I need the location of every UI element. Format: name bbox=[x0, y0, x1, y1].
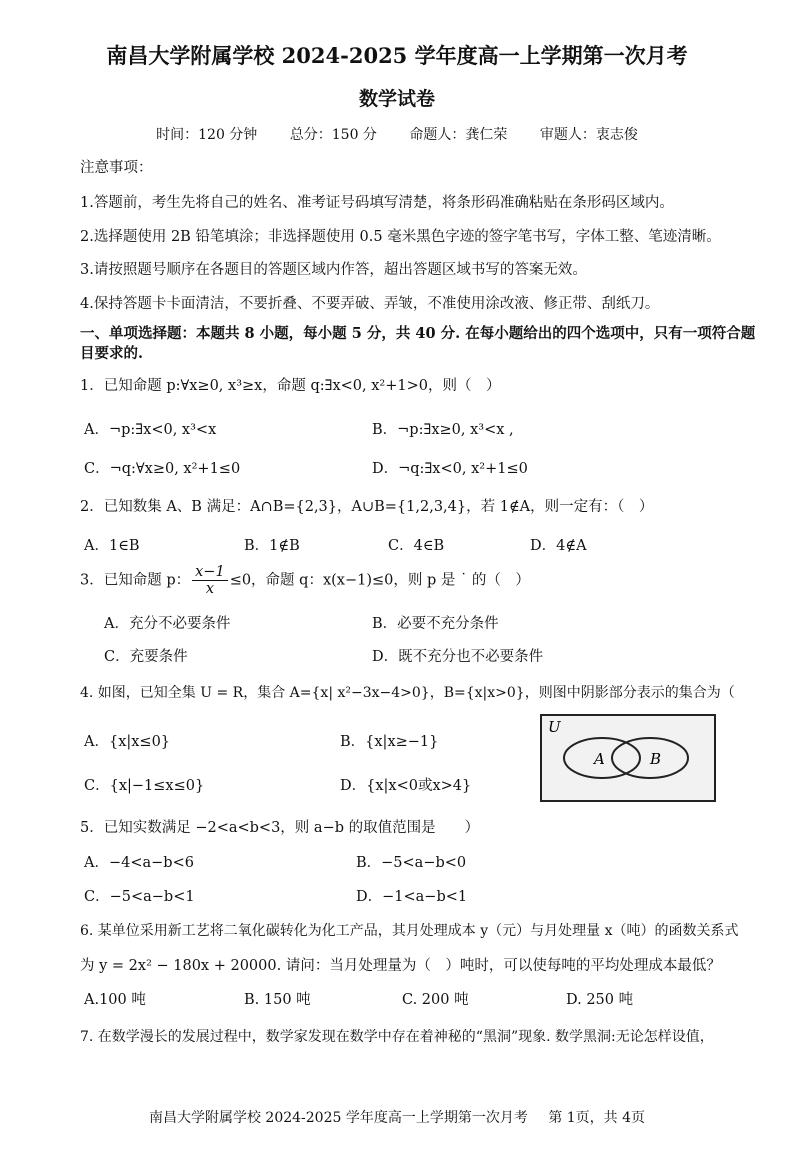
q2-option-c: C．4∈B bbox=[388, 538, 445, 554]
q2-option-d: D．4∉A bbox=[530, 538, 587, 554]
question-3-stem bbox=[80, 564, 530, 597]
q4-option-a: A．{x|x≤0} bbox=[84, 734, 171, 750]
q3-option-c: C．充要条件 bbox=[104, 649, 188, 665]
q1-option-d: D．¬q:∃x<0, x²+1≤0 bbox=[372, 461, 528, 477]
exam-info bbox=[0, 124, 794, 144]
q6-option-c: C. 200 吨 bbox=[402, 992, 469, 1008]
notes-heading: 注意事项： bbox=[80, 160, 153, 176]
q5-option-b: B．−5<a−b<0 bbox=[356, 855, 467, 871]
q3-option-b: B．必要不充分条件 bbox=[372, 616, 499, 632]
exam-score: 总分：150 分 bbox=[289, 127, 377, 143]
q3-stem-pre: 3．已知命题 p： bbox=[80, 572, 191, 589]
venn-svg bbox=[542, 716, 714, 800]
q4-option-d: D．{x|x<0或x>4} bbox=[340, 778, 472, 794]
q1-option-c: C．¬q:∀x≥0, x²+1≤0 bbox=[84, 461, 241, 477]
question-4-stem: 4. 如图，已知全集 U = R，集合 A={x| x²−3x−4>0}，B={x|x>0}，则图中阴影部分表示的集合为（ bbox=[80, 685, 735, 701]
question-2-stem: 2．已知数集 A、B 满足：A∩B={2,3}，A∪B={1,2,3,4}，若 1∉A，则一定有：（ ） bbox=[80, 499, 654, 515]
q6-option-a: A.100 吨 bbox=[84, 992, 146, 1008]
q5-option-a: A．−4<a−b<6 bbox=[84, 855, 194, 871]
note-item: 1.答题前，考生先将自己的姓名、准考证号码填写清楚，将条形码准确粘贴在条形码区域内。 bbox=[80, 195, 674, 211]
question-5-stem: 5．已知实数满足 −2<a<b<3，则 a−b 的取值范围是 ） bbox=[80, 820, 480, 836]
q2-option-a: A．1∈B bbox=[84, 538, 140, 554]
q3-fraction bbox=[192, 564, 228, 597]
exam-reviewer: 审题人：衷志俊 bbox=[539, 127, 638, 143]
note-item: 3.请按照题号顺序在各题目的答题区域内作答，超出答题区域书写的答案无效。 bbox=[80, 262, 587, 278]
q6-option-b: B. 150 吨 bbox=[244, 992, 311, 1008]
q3-fraction-numerator: x−1 bbox=[192, 564, 228, 581]
note-item: 2.选择题使用 2B 铅笔填涂；非选择题使用 0.5 毫米黑色字迹的签字笔书写，字体工整、笔迹清晰。 bbox=[80, 229, 721, 245]
q5-option-d: D．−1<a−b<1 bbox=[356, 889, 468, 905]
q1-option-b: B．¬p:∃x≥0, x³<x , bbox=[372, 422, 514, 438]
q2-option-b: B．1∉B bbox=[244, 538, 300, 554]
q3-option-d: D．既不充分也不必要条件 bbox=[372, 649, 544, 665]
footer-page-number: 第 1页，共 4页 bbox=[548, 1110, 646, 1126]
venn-label-u: U bbox=[548, 718, 561, 736]
question-6-stem-cont: 为 y = 2x² − 180x + 20000. 请问：当月处理量为（ ）吨时，可以使每吨的平均处理成本最低？ bbox=[80, 958, 721, 974]
q3-stem-post: ≤0，命题 q：x(x−1)≤0，则 p 是 ˙ 的（ ） bbox=[229, 572, 530, 589]
question-6-stem: 6. 某单位采用新工艺将二氧化碳转化为化工产品，其月处理成本 y（元）与月处理量 x（吨）的函数关系式 bbox=[80, 923, 739, 939]
q3-option-a: A．充分不必要条件 bbox=[104, 616, 231, 632]
q4-option-c: C．{x|−1≤x≤0} bbox=[84, 778, 205, 794]
venn-diagram bbox=[540, 714, 716, 802]
exam-title: 南昌大学附属学校 2024-2025 学年度高一上学期第一次月考 bbox=[106, 43, 688, 68]
exam-subtitle: 数学试卷 bbox=[358, 88, 435, 110]
venn-label-a: A bbox=[594, 750, 605, 768]
question-1-stem: 1．已知命题 p:∀x≥0, x³≥x，命题 q:∃x<0, x²+1>0，则（ ） bbox=[80, 378, 501, 394]
page-footer bbox=[0, 1107, 794, 1127]
q1-option-a: A．¬p:∃x<0, x³<x bbox=[84, 422, 217, 438]
exam-time: 时间：120 分钟 bbox=[156, 127, 258, 143]
question-7-stem: 7. 在数学漫长的发展过程中，数学家发现在数学中存在着神秘的“黑洞”现象. 数学黑洞:无论怎样设值， bbox=[80, 1029, 714, 1045]
q3-fraction-denominator: x bbox=[205, 581, 214, 597]
exam-setter: 命题人：龚仁荣 bbox=[409, 127, 508, 143]
section-heading: 一、单项选择题：本题共 8 小题，每小题 5 分，共 40 分. 在每小题给出的四个选项中，只有一项符合题 bbox=[80, 325, 756, 342]
q4-option-b: B．{x|x≥−1} bbox=[340, 734, 439, 750]
venn-label-b: B bbox=[650, 750, 662, 768]
q6-option-d: D. 250 吨 bbox=[566, 992, 634, 1008]
section-heading-cont: 目要求的. bbox=[80, 345, 144, 362]
note-item: 4.保持答题卡卡面清洁，不要折叠、不要弄破、弄皱，不准使用涂改液、修正带、刮纸刀。 bbox=[80, 296, 660, 312]
footer-title: 南昌大学附属学校 2024-2025 学年度高一上学期第一次月考 bbox=[148, 1110, 528, 1126]
q5-option-c: C．−5<a−b<1 bbox=[84, 889, 195, 905]
